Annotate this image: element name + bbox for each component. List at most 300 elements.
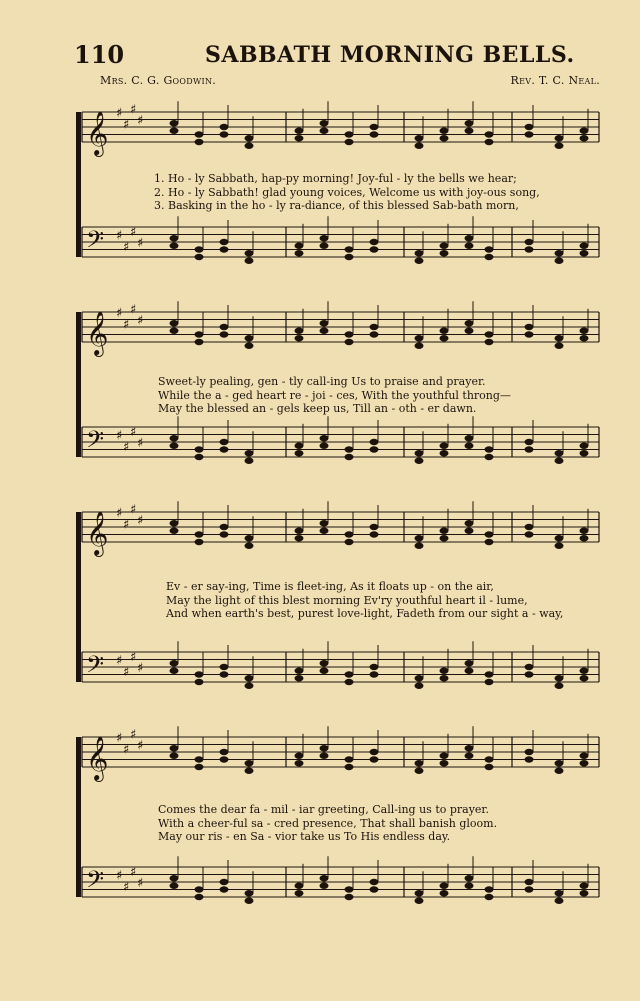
note-head bbox=[320, 528, 329, 534]
note-head bbox=[370, 756, 379, 762]
note-head bbox=[170, 435, 179, 441]
note-head bbox=[195, 894, 204, 900]
note-head bbox=[370, 331, 379, 337]
bass-clef-icon: 𝄢 bbox=[86, 650, 105, 684]
note-head bbox=[465, 660, 474, 666]
note-head bbox=[370, 664, 379, 670]
sharp-icon: ♯ bbox=[123, 317, 130, 333]
note-head bbox=[320, 883, 329, 889]
note-head bbox=[415, 535, 424, 541]
sharp-icon: ♯ bbox=[123, 117, 130, 133]
system-bracket bbox=[76, 312, 81, 457]
note-head bbox=[415, 335, 424, 341]
note-head bbox=[345, 531, 354, 537]
note-head bbox=[195, 131, 204, 137]
note-head bbox=[170, 528, 179, 534]
note-head bbox=[555, 458, 564, 464]
note-head bbox=[295, 753, 304, 759]
note-head bbox=[580, 443, 589, 449]
sharp-icon: ♯ bbox=[130, 502, 137, 518]
note-head bbox=[555, 143, 564, 149]
note-head bbox=[465, 528, 474, 534]
note-head bbox=[465, 745, 474, 751]
note-head bbox=[370, 246, 379, 252]
music-system-3 bbox=[74, 500, 604, 710]
note-head bbox=[370, 239, 379, 245]
note-head bbox=[370, 749, 379, 755]
sharp-icon: ♯ bbox=[130, 864, 137, 880]
note-head bbox=[525, 439, 534, 445]
lyric-line-verse-1: Sweet-ly pealing, gen - tly call-ing Us to praise and prayer. bbox=[158, 375, 486, 388]
note-head bbox=[415, 898, 424, 904]
music-system-1 bbox=[74, 100, 604, 285]
sharp-icon: ♯ bbox=[137, 313, 144, 329]
note-head bbox=[440, 890, 449, 896]
note-head bbox=[320, 435, 329, 441]
note-head bbox=[245, 250, 254, 256]
treble-clef-icon: 𝄞 bbox=[86, 736, 109, 780]
note-head bbox=[580, 250, 589, 256]
note-head bbox=[170, 320, 179, 326]
note-head bbox=[220, 331, 229, 337]
note-head bbox=[195, 886, 204, 892]
note-head bbox=[220, 324, 229, 330]
note-head bbox=[415, 543, 424, 549]
note-head bbox=[170, 668, 179, 674]
bass-clef-icon: 𝄢 bbox=[86, 425, 105, 459]
note-head bbox=[245, 760, 254, 766]
note-head bbox=[440, 250, 449, 256]
note-head bbox=[415, 143, 424, 149]
sharp-icon: ♯ bbox=[116, 868, 123, 884]
note-head bbox=[525, 671, 534, 677]
note-head bbox=[580, 128, 589, 134]
sharp-icon: ♯ bbox=[116, 506, 123, 521]
note-head bbox=[170, 120, 179, 126]
note-head bbox=[170, 875, 179, 881]
note-head bbox=[415, 250, 424, 256]
note-head bbox=[345, 539, 354, 545]
note-head bbox=[555, 760, 564, 766]
note-head bbox=[195, 671, 204, 677]
note-head bbox=[170, 443, 179, 449]
note-head bbox=[440, 675, 449, 681]
lyric-line-verse-2: While the a - ged heart re - joi - ces, With the youthful throng— bbox=[158, 388, 511, 402]
note-head bbox=[320, 668, 329, 674]
note-head bbox=[525, 331, 534, 337]
note-head bbox=[525, 749, 534, 755]
music-system-4 bbox=[74, 725, 604, 925]
note-head bbox=[245, 258, 254, 264]
sharp-icon: ♯ bbox=[137, 436, 144, 451]
sharp-icon: ♯ bbox=[123, 664, 130, 680]
note-head bbox=[485, 671, 494, 677]
note-head bbox=[525, 446, 534, 452]
note-head bbox=[345, 139, 354, 145]
sharp-icon: ♯ bbox=[116, 106, 123, 121]
sharp-icon: ♯ bbox=[123, 239, 130, 255]
note-head bbox=[485, 886, 494, 892]
sharp-icon: ♯ bbox=[137, 236, 144, 251]
sharp-icon: ♯ bbox=[123, 879, 130, 895]
sharp-icon: ♯ bbox=[116, 306, 123, 321]
note-head bbox=[370, 439, 379, 445]
note-head bbox=[320, 235, 329, 241]
note-head bbox=[440, 760, 449, 766]
note-head bbox=[345, 671, 354, 677]
note-head bbox=[415, 760, 424, 766]
sharp-icon: ♯ bbox=[130, 424, 137, 440]
note-head bbox=[485, 679, 494, 685]
note-head bbox=[170, 243, 179, 249]
note-head bbox=[345, 894, 354, 900]
note-head bbox=[245, 458, 254, 464]
note-head bbox=[415, 890, 424, 896]
note-head bbox=[485, 454, 494, 460]
note-head bbox=[195, 331, 204, 337]
note-head bbox=[320, 320, 329, 326]
note-head bbox=[170, 660, 179, 666]
note-head bbox=[555, 258, 564, 264]
note-head bbox=[485, 339, 494, 345]
sharp-icon: ♯ bbox=[130, 302, 137, 318]
note-head bbox=[440, 883, 449, 889]
note-head bbox=[245, 768, 254, 774]
note-head bbox=[170, 128, 179, 134]
note-head bbox=[580, 535, 589, 541]
note-head bbox=[295, 890, 304, 896]
note-head bbox=[465, 120, 474, 126]
note-head bbox=[465, 883, 474, 889]
note-head bbox=[580, 135, 589, 141]
sharp-icon: ♯ bbox=[116, 428, 123, 444]
note-head bbox=[525, 124, 534, 130]
note-head bbox=[555, 768, 564, 774]
note-head bbox=[220, 439, 229, 445]
sharp-icon: ♯ bbox=[137, 661, 144, 676]
note-head bbox=[320, 660, 329, 666]
note-head bbox=[485, 894, 494, 900]
note-head bbox=[440, 450, 449, 456]
lyrics-block bbox=[154, 172, 540, 213]
note-head bbox=[555, 683, 564, 689]
note-head bbox=[555, 250, 564, 256]
note-head bbox=[220, 671, 229, 677]
note-head bbox=[485, 756, 494, 762]
note-head bbox=[170, 883, 179, 889]
note-head bbox=[245, 450, 254, 456]
note-head bbox=[555, 898, 564, 904]
sharp-icon: ♯ bbox=[123, 742, 130, 758]
note-head bbox=[195, 446, 204, 452]
system-bracket bbox=[76, 112, 81, 257]
note-head bbox=[370, 124, 379, 130]
note-head bbox=[370, 524, 379, 530]
sharp-icon: ♯ bbox=[130, 727, 137, 743]
note-head bbox=[320, 745, 329, 751]
note-head bbox=[465, 520, 474, 526]
hymn-title: SABBATH MORNING BELLS. bbox=[205, 42, 575, 68]
note-head bbox=[195, 539, 204, 545]
composer-credit: Rev. T. C. Neal. bbox=[510, 74, 600, 87]
note-head bbox=[465, 235, 474, 241]
sharp-icon: ♯ bbox=[116, 228, 123, 244]
note-head bbox=[220, 531, 229, 537]
note-head bbox=[345, 246, 354, 252]
note-head bbox=[580, 760, 589, 766]
note-head bbox=[580, 753, 589, 759]
note-head bbox=[320, 875, 329, 881]
note-head bbox=[195, 454, 204, 460]
note-head bbox=[440, 528, 449, 534]
note-head bbox=[525, 131, 534, 137]
note-head bbox=[440, 443, 449, 449]
note-head bbox=[580, 328, 589, 334]
note-head bbox=[415, 683, 424, 689]
note-head bbox=[525, 879, 534, 885]
note-head bbox=[485, 246, 494, 252]
note-head bbox=[195, 531, 204, 537]
note-head bbox=[370, 531, 379, 537]
music-system-2 bbox=[74, 300, 604, 485]
lyric-line-verse-3: 3. Basking in the ho - ly ra-diance, of this blessed Sab-bath morn, bbox=[154, 199, 519, 212]
note-head bbox=[555, 335, 564, 341]
note-head bbox=[295, 443, 304, 449]
note-head bbox=[440, 243, 449, 249]
note-head bbox=[320, 328, 329, 334]
note-head bbox=[295, 328, 304, 334]
note-head bbox=[465, 243, 474, 249]
lyric-line-verse-3: And when earth's best, purest love-light, Fadeth from our sight a - way, bbox=[166, 607, 564, 620]
note-head bbox=[440, 535, 449, 541]
note-head bbox=[320, 128, 329, 134]
lyrics-block bbox=[166, 580, 563, 621]
note-head bbox=[485, 446, 494, 452]
note-head bbox=[220, 446, 229, 452]
note-head bbox=[245, 343, 254, 349]
note-head bbox=[370, 324, 379, 330]
note-head bbox=[465, 668, 474, 674]
note-head bbox=[485, 764, 494, 770]
note-head bbox=[195, 679, 204, 685]
note-head bbox=[580, 675, 589, 681]
note-head bbox=[295, 883, 304, 889]
note-head bbox=[555, 890, 564, 896]
note-head bbox=[245, 890, 254, 896]
note-head bbox=[170, 753, 179, 759]
note-head bbox=[415, 675, 424, 681]
note-head bbox=[415, 135, 424, 141]
note-head bbox=[415, 343, 424, 349]
note-head bbox=[440, 135, 449, 141]
sharp-icon: ♯ bbox=[116, 731, 123, 746]
note-head bbox=[345, 454, 354, 460]
lyric-line-verse-1: Ev - er say-ing, Time is fleet-ing, As it floats up - on the air, bbox=[166, 580, 494, 593]
note-head bbox=[245, 675, 254, 681]
note-head bbox=[170, 235, 179, 241]
note-head bbox=[220, 524, 229, 530]
note-head bbox=[525, 324, 534, 330]
treble-clef-icon: 𝄞 bbox=[86, 111, 109, 155]
note-head bbox=[220, 886, 229, 892]
note-head bbox=[485, 539, 494, 545]
note-head bbox=[525, 531, 534, 537]
note-head bbox=[195, 246, 204, 252]
note-head bbox=[465, 443, 474, 449]
note-head bbox=[295, 535, 304, 541]
note-head bbox=[170, 328, 179, 334]
note-head bbox=[170, 745, 179, 751]
note-head bbox=[555, 450, 564, 456]
note-head bbox=[580, 668, 589, 674]
note-head bbox=[295, 335, 304, 341]
note-head bbox=[415, 768, 424, 774]
lyric-line-verse-3: May our ris - en Sa - vior take us To His endless day. bbox=[158, 830, 451, 843]
note-head bbox=[295, 135, 304, 141]
note-head bbox=[580, 335, 589, 341]
note-head bbox=[555, 675, 564, 681]
note-head bbox=[195, 139, 204, 145]
bass-clef-icon: 𝄢 bbox=[86, 865, 105, 899]
page-number: 110 bbox=[74, 40, 125, 69]
note-head bbox=[245, 143, 254, 149]
note-head bbox=[555, 543, 564, 549]
note-head bbox=[245, 543, 254, 549]
note-head bbox=[245, 535, 254, 541]
note-head bbox=[465, 753, 474, 759]
note-head bbox=[465, 128, 474, 134]
note-head bbox=[345, 886, 354, 892]
note-head bbox=[525, 664, 534, 670]
note-head bbox=[370, 671, 379, 677]
note-head bbox=[345, 131, 354, 137]
note-head bbox=[295, 128, 304, 134]
note-head bbox=[525, 886, 534, 892]
sharp-icon: ♯ bbox=[137, 738, 144, 754]
note-head bbox=[525, 524, 534, 530]
note-head bbox=[370, 879, 379, 885]
note-head bbox=[295, 250, 304, 256]
note-head bbox=[465, 328, 474, 334]
lyric-line-verse-1: Comes the dear fa - mil - iar greeting, Call-ing us to prayer. bbox=[158, 803, 489, 816]
note-head bbox=[345, 679, 354, 685]
sharp-icon: ♯ bbox=[137, 876, 144, 891]
note-head bbox=[220, 749, 229, 755]
note-head bbox=[320, 443, 329, 449]
sharp-icon: ♯ bbox=[130, 224, 137, 240]
system-bracket bbox=[76, 737, 81, 897]
note-head bbox=[415, 458, 424, 464]
note-head bbox=[220, 131, 229, 137]
note-head bbox=[320, 520, 329, 526]
lyric-line-verse-3: May the blessed an - gels keep us, Till an - oth - er dawn. bbox=[158, 402, 477, 415]
note-head bbox=[170, 520, 179, 526]
note-head bbox=[295, 528, 304, 534]
note-head bbox=[485, 131, 494, 137]
bass-clef-icon: 𝄢 bbox=[86, 225, 105, 259]
sharp-icon: ♯ bbox=[123, 517, 130, 533]
note-head bbox=[195, 756, 204, 762]
note-head bbox=[370, 446, 379, 452]
note-head bbox=[580, 883, 589, 889]
sharp-icon: ♯ bbox=[130, 102, 137, 118]
note-head bbox=[320, 753, 329, 759]
note-head bbox=[525, 756, 534, 762]
treble-clef-icon: 𝄞 bbox=[86, 311, 109, 355]
note-head bbox=[580, 450, 589, 456]
note-head bbox=[320, 120, 329, 126]
note-head bbox=[195, 764, 204, 770]
note-head bbox=[370, 131, 379, 137]
note-head bbox=[580, 243, 589, 249]
note-head bbox=[245, 898, 254, 904]
sharp-icon: ♯ bbox=[130, 649, 137, 665]
lyrics-block bbox=[158, 803, 497, 844]
note-head bbox=[220, 664, 229, 670]
note-head bbox=[465, 320, 474, 326]
note-head bbox=[440, 668, 449, 674]
note-head bbox=[345, 339, 354, 345]
system-bracket bbox=[76, 512, 81, 682]
note-head bbox=[465, 875, 474, 881]
note-head bbox=[485, 331, 494, 337]
note-head bbox=[320, 243, 329, 249]
note-head bbox=[295, 675, 304, 681]
note-head bbox=[295, 450, 304, 456]
note-head bbox=[415, 258, 424, 264]
note-head bbox=[195, 254, 204, 260]
lyric-line-verse-2: 2. Ho - ly Sabbath! glad young voices, Welcome us with joy-ous song, bbox=[154, 185, 540, 199]
note-head bbox=[580, 890, 589, 896]
note-head bbox=[220, 879, 229, 885]
sharp-icon: ♯ bbox=[123, 439, 130, 455]
lyricist-credit: Mrs. C. G. Goodwin. bbox=[100, 74, 217, 87]
note-head bbox=[295, 760, 304, 766]
lyric-line-verse-2: May the light of this blest morning Ev'ry youthful heart il - lume, bbox=[166, 593, 528, 607]
note-head bbox=[220, 246, 229, 252]
note-head bbox=[345, 331, 354, 337]
note-head bbox=[195, 339, 204, 345]
note-head bbox=[220, 756, 229, 762]
note-head bbox=[245, 335, 254, 341]
note-head bbox=[220, 239, 229, 245]
note-head bbox=[525, 246, 534, 252]
note-head bbox=[345, 446, 354, 452]
note-head bbox=[440, 128, 449, 134]
lyric-line-verse-1: 1. Ho - ly Sabbath, hap-py morning! Joy-ful - ly the bells we hear; bbox=[154, 172, 517, 185]
note-head bbox=[370, 886, 379, 892]
note-head bbox=[440, 328, 449, 334]
note-head bbox=[220, 124, 229, 130]
lyric-line-verse-2: With a cheer-ful sa - cred presence, That shall banish gloom. bbox=[158, 816, 498, 830]
lyrics-block bbox=[158, 375, 511, 416]
note-head bbox=[580, 528, 589, 534]
note-head bbox=[440, 335, 449, 341]
note-head bbox=[555, 343, 564, 349]
note-head bbox=[555, 135, 564, 141]
note-head bbox=[295, 243, 304, 249]
sharp-icon: ♯ bbox=[116, 653, 123, 669]
note-head bbox=[345, 764, 354, 770]
note-head bbox=[485, 531, 494, 537]
note-head bbox=[485, 139, 494, 145]
sharp-icon: ♯ bbox=[137, 113, 144, 129]
note-head bbox=[245, 683, 254, 689]
sharp-icon: ♯ bbox=[137, 513, 144, 529]
note-head bbox=[345, 756, 354, 762]
note-head bbox=[295, 668, 304, 674]
note-head bbox=[345, 254, 354, 260]
